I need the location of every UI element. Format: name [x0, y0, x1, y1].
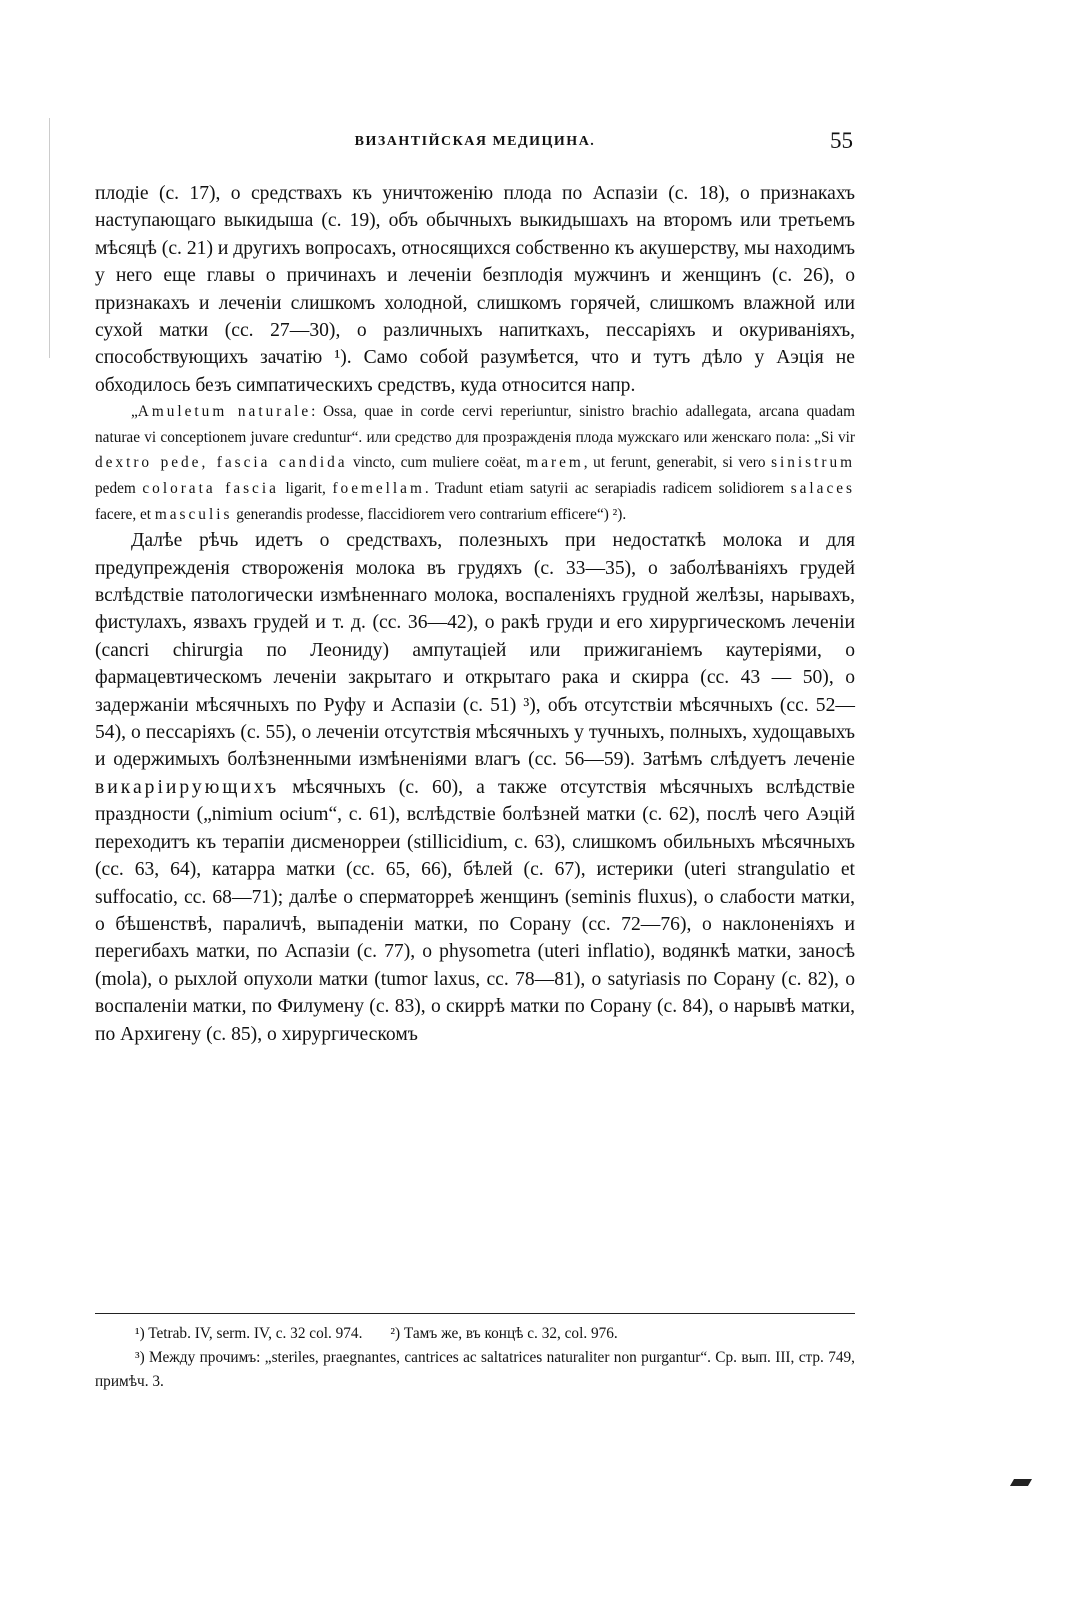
quote-text: pedem — [95, 480, 143, 498]
spaced-phrase: marem — [526, 454, 584, 472]
quote-text: , ut ferunt, generabit, si vero — [583, 454, 772, 472]
quote-text: generandis prodesse, flaccidiorem vero contrarium efficere“) ²). — [232, 505, 627, 523]
paragraph-2-text: мѣсячныхъ (с. 60), а также отсутствія мѣсячныхъ вслѣдствіе праздности („nimium ocium“, с. 61), вслѣдствіе болѣзней матки (с. 62), послѣ чего Аэцій переходитъ къ терапіи дисменорреи (stillicidium, с. 63), слишкомъ обильныхъ мѣсячныхъ (сс. 63, 64), катарра матки (сс. 65, 66), бѣлей (с. 67), истерики (uteri strangulatio et suffocatio, cc. 68—71); далѣе о сперматорреѣ женщинъ (seminis fluxus), о слабости матки, о бѣшенствѣ, параличѣ, выпаденіи матки, по Сорану (сс. 72—76), о наклоненіяхъ и перегибахъ матки, по Аспазіи (с. 77), о physometra (uteri inflatio), водянкѣ матки, заносѣ (mola), о рыхлой опухоли матки (tumor laxus, cc. 78—81), о satyriasis по Сорану (с. 82), о воспаленіи матки, по Филумену (с. 83), о скиррѣ матки по Сорану (с. 84), о нарывѣ матки, по Архигену (с. 85), о хирургическомъ — [95, 776, 855, 1045]
scan-edge-mark — [49, 118, 50, 358]
page-number: 55 — [830, 128, 853, 153]
quote-text: ligarit, — [278, 480, 333, 498]
spaced-phrase: Amuletum naturale — [137, 403, 312, 421]
paragraph-2-text: Далѣе рѣчь идетъ о средствахъ, полезныхъ при недостаткѣ молока и для предупрежденія створоженія молока въ грудяхъ (с. 33—35), о заболѣваніяхъ грудей вслѣдствіе патологически измѣненнаго молока, воспаленіяхъ грудной желѣзы, нарывахъ, фистулахъ, язвахъ грудей и т. д. (сс. 36—42), о ракѣ груди и его хирургическомъ леченіи (cancri chirurgia по Леониду) ампутаціей или прижиганіемъ каутеріями, о фармацевтическомъ леченіи закрытаго и открытаго рака и скирра (сс. 43 — 50), о задержаніи мѣсячныхъ по Руфу и Аспазіи (с. 51) ³), объ отсутствіи мѣсячныхъ (сс. 52—54), о пессаріяхъ (с. 55), о леченіи отсутствія мѣсячныхъ у тучныхъ, полныхъ, худощавыхъ и одержимыхъ болѣзненными измѣненіями влагъ (сс. 56—59). Затѣмъ слѣдуетъ леченіе — [95, 530, 855, 771]
quote-text: facere, et — [95, 505, 155, 523]
spaced-phrase: salaces — [790, 480, 856, 498]
page-header — [95, 128, 855, 164]
spaced-phrase: dextro pede, fascia candida — [95, 454, 348, 472]
footnotes — [95, 1313, 855, 1394]
footnote-2: ²) Тамъ же, въ концѣ с. 32, col. 976. — [390, 1325, 618, 1342]
footnote-3: ³) Между прочимъ: „steriles, praegnantes, cantrices ac saltatrices naturaliter non purgantur“. Ср. вып. III, стр. 749, примѣч. 3. — [95, 1349, 855, 1390]
paragraph-2 — [95, 527, 855, 1048]
footnote-row — [95, 1322, 855, 1346]
spaced-phrase: sinistrum — [771, 454, 856, 472]
running-title: ВИЗАНТІЙСКАЯ МЕДИЦИНА. — [354, 134, 596, 149]
spaced-phrase: masculis — [154, 505, 233, 523]
quote-text: „ — [131, 403, 138, 421]
footnote-1: ¹) Tetrab. IV, serm. IV, c. 32 col. 974. — [135, 1325, 363, 1342]
quote-text: : Ossa, quae in corde cervi reperiuntur, sinistro brachio adallegata, arcana quadam naturae vi conceptionem juvare creduntur“. или средство для прозражденія плода мужскаго или женскаго пола: „Si vir — [95, 403, 856, 446]
spaced-phrase: colorata fascia — [142, 480, 279, 498]
paragraph-1: плодіе (с. 17), о средствахъ къ уничтоженію плода по Аспазіи (с. 18), о признакахъ наступающаго выкидыша (с. 19), объ обычныхъ выкидышахъ на второмъ или третьемъ мѣсяцѣ (с. 21) и другихъ вопросахъ, относящихся собственно къ акушерству, мы находимъ у него еще главы о причинахъ и леченіи безплодія мужчинъ и женщинъ (с. 26), о признакахъ и леченіи слишкомъ холодной, слишкомъ горячей, слишкомъ влажной или сухой матки (сс. 27—30), о различныхъ напиткахъ, пессаріяхъ и окуриваніяхъ, способствующихъ зачатію ¹). Само собой разумѣется, что и тутъ дѣло у Аэція не обходилось безъ симпатическихъ средствъ, куда относится напр. — [95, 183, 855, 396]
main-text — [95, 180, 855, 1048]
scan-corner-mark — [1010, 1479, 1032, 1486]
spaced-phrase: foemellam — [332, 480, 425, 498]
latin-quotation — [95, 399, 855, 527]
spaced-term: викаріирующихъ — [95, 776, 280, 798]
quote-text: . Tradunt etiam satyrii ac serapiadis radicem solidiorem — [424, 480, 791, 498]
quote-text: vincto, cum muliere coëat, — [347, 454, 527, 472]
